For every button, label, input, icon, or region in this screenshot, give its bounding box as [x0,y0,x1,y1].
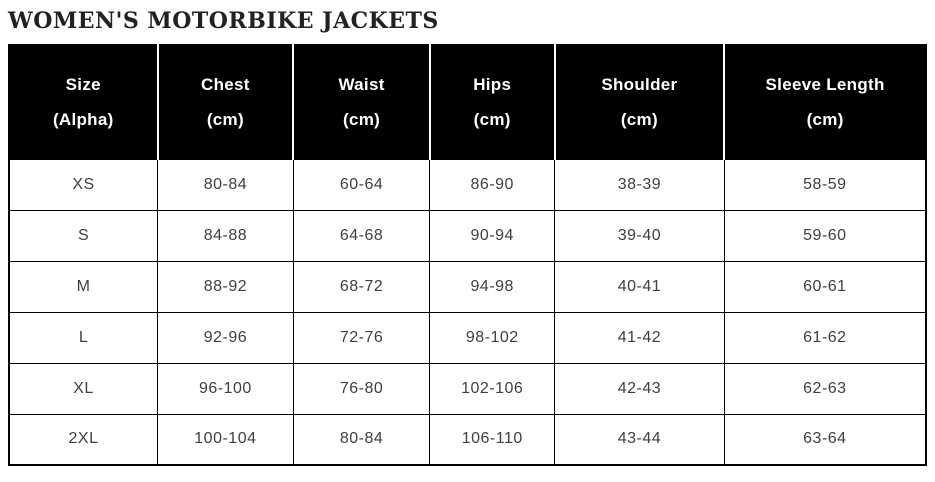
column-header-shoulder-unit: (cm) [620,109,658,129]
cell-sleeve-length: 60-61 [724,261,926,312]
cell-sleeve-length: 63-64 [724,414,926,465]
cell-sleeve-length: 58-59 [724,159,926,210]
cell-chest: 96-100 [158,363,294,414]
cell-hips: 86-90 [430,159,555,210]
cell-shoulder: 38-39 [555,159,725,210]
cell-size: S [9,210,158,261]
size-chart-table [8,44,927,466]
cell-hips: 106-110 [430,414,555,465]
column-header-size [9,45,158,159]
cell-shoulder: 39-40 [555,210,725,261]
cell-hips: 90-94 [430,210,555,261]
table-row-xl [9,363,926,414]
cell-waist: 68-72 [293,261,430,312]
column-header-chest [158,45,294,159]
cell-sleeve-length: 61-62 [724,312,926,363]
column-header-shoulder-label: Shoulder [601,74,678,94]
column-header-chest-label: Chest [201,74,250,94]
column-header-hips-unit: (cm) [473,109,511,129]
cell-sleeve-length: 59-60 [724,210,926,261]
cell-size: XL [9,363,158,414]
column-header-waist-unit: (cm) [343,109,381,129]
cell-hips: 102-106 [430,363,555,414]
cell-hips: 94-98 [430,261,555,312]
column-header-hips-label: Hips [473,74,512,94]
column-header-waist-label: Waist [338,74,385,94]
column-header-size-label: Size [65,74,101,94]
cell-chest: 92-96 [158,312,294,363]
column-header-sleeve-length-unit: (cm) [806,109,844,129]
column-header-waist [293,45,430,159]
cell-chest: 84-88 [158,210,294,261]
column-header-chest-unit: (cm) [206,109,244,129]
cell-waist: 72-76 [293,312,430,363]
cell-size: 2XL [9,414,158,465]
cell-chest: 88-92 [158,261,294,312]
page-title: WOMEN'S MOTORBIKE JACKETS [8,8,439,34]
cell-shoulder: 41-42 [555,312,725,363]
cell-waist: 64-68 [293,210,430,261]
cell-waist: 80-84 [293,414,430,465]
table-row-2xl [9,414,926,465]
cell-size: M [9,261,158,312]
cell-sleeve-length: 62-63 [724,363,926,414]
column-header-size-unit: (Alpha) [52,109,114,129]
table-row-m [9,261,926,312]
cell-size: XS [9,159,158,210]
column-header-sleeve-length [724,45,926,159]
cell-chest: 80-84 [158,159,294,210]
column-header-shoulder [555,45,725,159]
cell-waist: 76-80 [293,363,430,414]
cell-hips: 98-102 [430,312,555,363]
cell-shoulder: 42-43 [555,363,725,414]
table-row-l [9,312,926,363]
cell-chest: 100-104 [158,414,294,465]
column-header-sleeve-length-label: Sleeve Length [765,74,885,94]
table-header-row [9,45,926,159]
column-header-hips [430,45,555,159]
cell-shoulder: 40-41 [555,261,725,312]
cell-waist: 60-64 [293,159,430,210]
cell-size: L [9,312,158,363]
table-row-s [9,210,926,261]
table-row-xs [9,159,926,210]
cell-shoulder: 43-44 [555,414,725,465]
